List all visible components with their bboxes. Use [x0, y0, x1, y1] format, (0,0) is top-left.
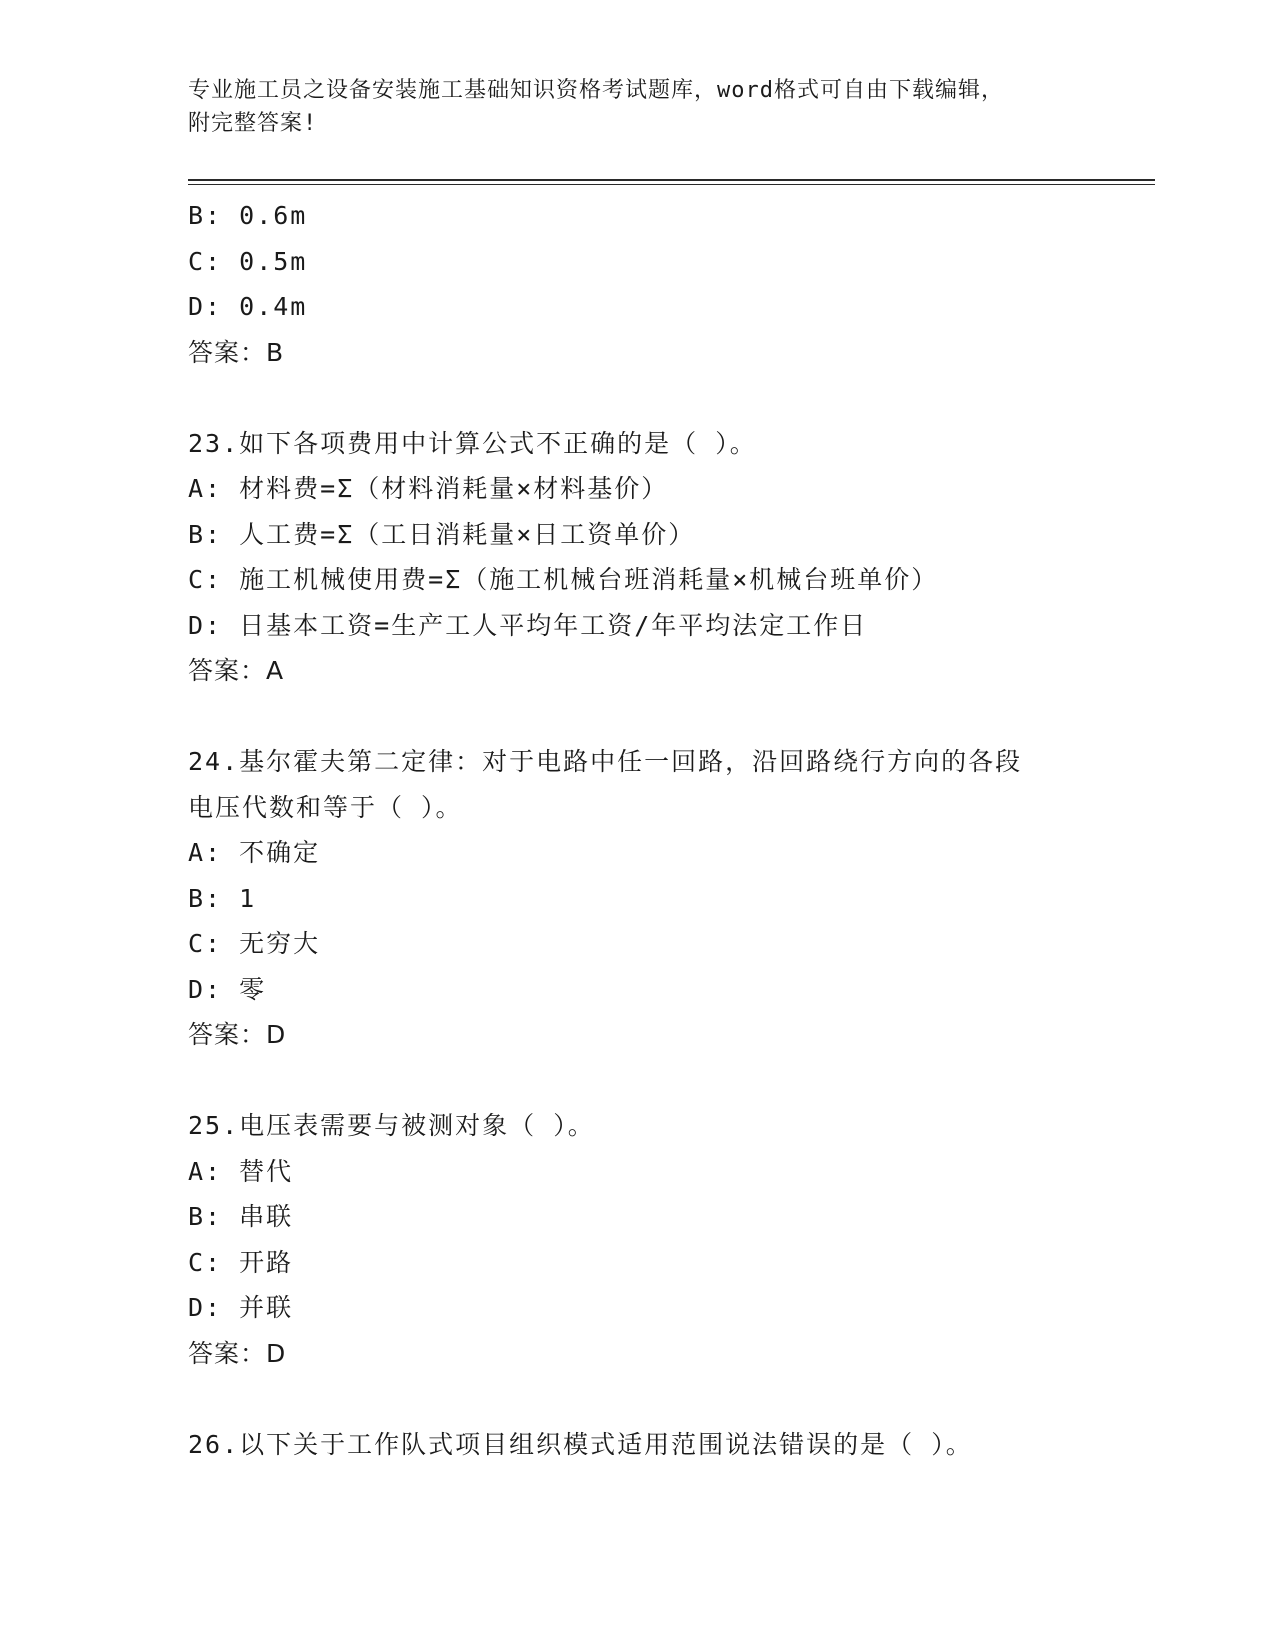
spacer	[188, 1058, 1108, 1104]
option-c: C: 无穷大	[188, 929, 321, 958]
header-line-2: 附完整答案!	[188, 111, 318, 136]
option-d: D: 零	[188, 974, 267, 1004]
question-stem-line-1: 24.基尔霍夫第二定律：对于电路中任一回路，沿回路绕行方向的各段	[188, 747, 1023, 776]
option-d: D: 日基本工资=生产工人平均年工资/年平均法定工作日	[188, 610, 868, 640]
question-stem-line-2: 电压代数和等于（ ）。	[188, 792, 463, 822]
question-23	[188, 421, 1108, 694]
option-a: A: 不确定	[188, 838, 321, 867]
option-c: C: 施工机械使用费=Σ（施工机械台班消耗量×机械台班单价）	[188, 565, 939, 594]
question-24	[188, 739, 1108, 1058]
answer: 答案：B	[188, 337, 285, 367]
question-list	[188, 193, 1108, 1467]
option-a: A: 材料费=Σ（材料消耗量×材料基价）	[188, 474, 669, 503]
option-b: B: 1	[188, 883, 257, 913]
header-line-1: 专业施工员之设备安装施工基础知识资格考试题库，word格式可自由下载编辑，	[188, 78, 1004, 103]
question-stem: 25.电压表需要与被测对象（ ）。	[188, 1111, 595, 1140]
option-c: C: 0.5m	[188, 246, 308, 276]
question-26	[188, 1422, 1108, 1468]
option-a: A: 替代	[188, 1156, 294, 1186]
option-d: D: 0.4m	[188, 292, 308, 321]
document-header	[188, 74, 1068, 140]
answer: 答案：A	[188, 656, 285, 685]
header-divider-thick	[188, 179, 1155, 181]
question-stem: 23.如下各项费用中计算公式不正确的是（ ）。	[188, 428, 757, 458]
option-b: B: 串联	[188, 1202, 294, 1231]
question-25	[188, 1103, 1108, 1376]
spacer	[188, 375, 1108, 421]
option-b: B: 0.6m	[188, 201, 308, 230]
spacer	[188, 694, 1108, 740]
answer: 答案：D	[188, 1020, 287, 1049]
option-c: C: 开路	[188, 1247, 294, 1277]
option-b: B: 人工费=Σ（工日消耗量×日工资单价）	[188, 519, 696, 549]
question-stem: 26.以下关于工作队式项目组织模式适用范围说法错误的是（ ）。	[188, 1429, 973, 1459]
question-22-continued	[188, 193, 1108, 375]
option-d: D: 并联	[188, 1293, 294, 1322]
spacer	[188, 1376, 1108, 1422]
answer: 答案：D	[188, 1338, 287, 1368]
header-divider-thin	[188, 184, 1155, 185]
